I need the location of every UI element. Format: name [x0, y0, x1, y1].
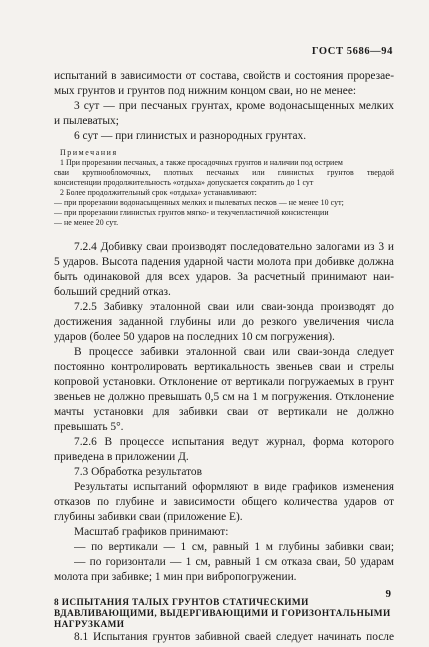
section-heading: ВДАВЛИВАЮЩИМИ, ВЫДЕРГИВАЮЩИМИ И ГОРИЗОНТАЛЬНЫМИ — [54, 609, 391, 619]
text-line: В процессе забивки эталонной сваи или сваи-зонда следует — [74, 346, 394, 358]
text-line: отказов по глубине и зависимости общего количества ударов от — [54, 496, 394, 508]
text-line: глубины забивки сваи (приложение Е). — [54, 511, 243, 523]
section-heading: НАГРУЗКАМИ — [54, 620, 125, 630]
text-line: и пылеватых; — [54, 115, 119, 127]
text-line: 6 сут — при глинистых и разнородных грунтах. — [74, 130, 307, 142]
text-line: Результаты испытаний оформляют в виде графиков изменения — [74, 481, 394, 493]
text-line: ударов (более 50 ударов на последних 10 см погружения). — [54, 331, 335, 343]
document-code-header: ГОСТ 5686—94 — [311, 46, 393, 57]
note-line: сваи крупнообломочных, плотных песчаных или глинистых грунтов твердой — [54, 168, 394, 177]
text-line: постоянно контролировать вертикальность звеньев сваи и стрелы — [54, 361, 394, 373]
text-line: 7.2.5 Забивку эталонной сваи или сваи-зонда производят до — [74, 301, 394, 313]
text-line: 3 сут — при песчаных грунтах, кроме водонасыщенных мелких — [74, 100, 394, 112]
text-line: достижения заданной глубины или до резкого увеличения числа — [54, 316, 394, 328]
text-line: звеньев не должно превышать 0,5 см на 1 м погружения. Отклонение — [54, 391, 394, 403]
text-line: мых грунтов и грунтов под нижним концом сваи, но не менее: — [54, 85, 357, 97]
note-line: — не менее 20 сут. — [54, 218, 119, 227]
text-line: 7.2.6 В процессе испытания ведут журнал, форма которого — [74, 436, 394, 448]
note-line: — при прорезании глинистых грунтов мягко- и текучепластичной консистенции — [54, 208, 329, 217]
text-line: — по горизонтали — 1 см, равный 1 см отказа сваи, 50 ударам — [74, 556, 394, 568]
note-line: — при прорезании водонасыщенных мелких и пылеватых песков — не менее 10 сут; — [54, 198, 344, 207]
text-line: быть одинаковой для всех ударов. За расчетный принимают наи- — [54, 271, 394, 283]
text-line: Масштаб графиков принимают: — [74, 526, 229, 538]
text-line: испытаний в зависимости от состава, свойств и состояния прорезае- — [54, 70, 394, 82]
notes-heading: Примечания — [60, 148, 118, 157]
text-line: — по вертикали — 1 см, равный 1 м глубины забивки сваи; — [74, 541, 394, 553]
text-line: мачты установки для забивки сваи от вертикали не должно — [54, 406, 394, 418]
note-line: консистенции продолжительность «отдыха» допускается сократить до 1 сут — [54, 178, 314, 187]
text-line: больший средний отказ. — [54, 286, 171, 298]
text-line: 5 ударов. Высота падения ударной части молота при добивке должна — [54, 256, 394, 268]
page-number: 9 — [385, 588, 391, 600]
text-line: приведена в приложении Д. — [54, 451, 189, 463]
section-heading: 8 ИСПЫТАНИЯ ТАЛЫХ ГРУНТОВ СТАТИЧЕСКИМИ — [54, 598, 309, 608]
note-line: 1 При прорезании песчаных, а также просадочных грунтов и наличии под острием — [60, 158, 343, 167]
text-line: превышать 5°. — [54, 421, 124, 433]
section-subheading: 7.3 Обработка результатов — [74, 466, 203, 478]
text-line: 8.1 Испытания грунтов забивной сваей следует начинать после — [74, 631, 394, 643]
text-line: копровой установки. Отклонение от вертикали погружаемых в грунт — [54, 376, 394, 388]
note-line: 2 Более продолжительный срок «отдыха» устанавливают: — [60, 188, 257, 197]
text-line: 7.2.4 Добивку сваи производят последовательно залогами из 3 и — [74, 241, 394, 253]
text-line: молота при забивке; 1 мин при вибропогружении. — [54, 571, 297, 583]
